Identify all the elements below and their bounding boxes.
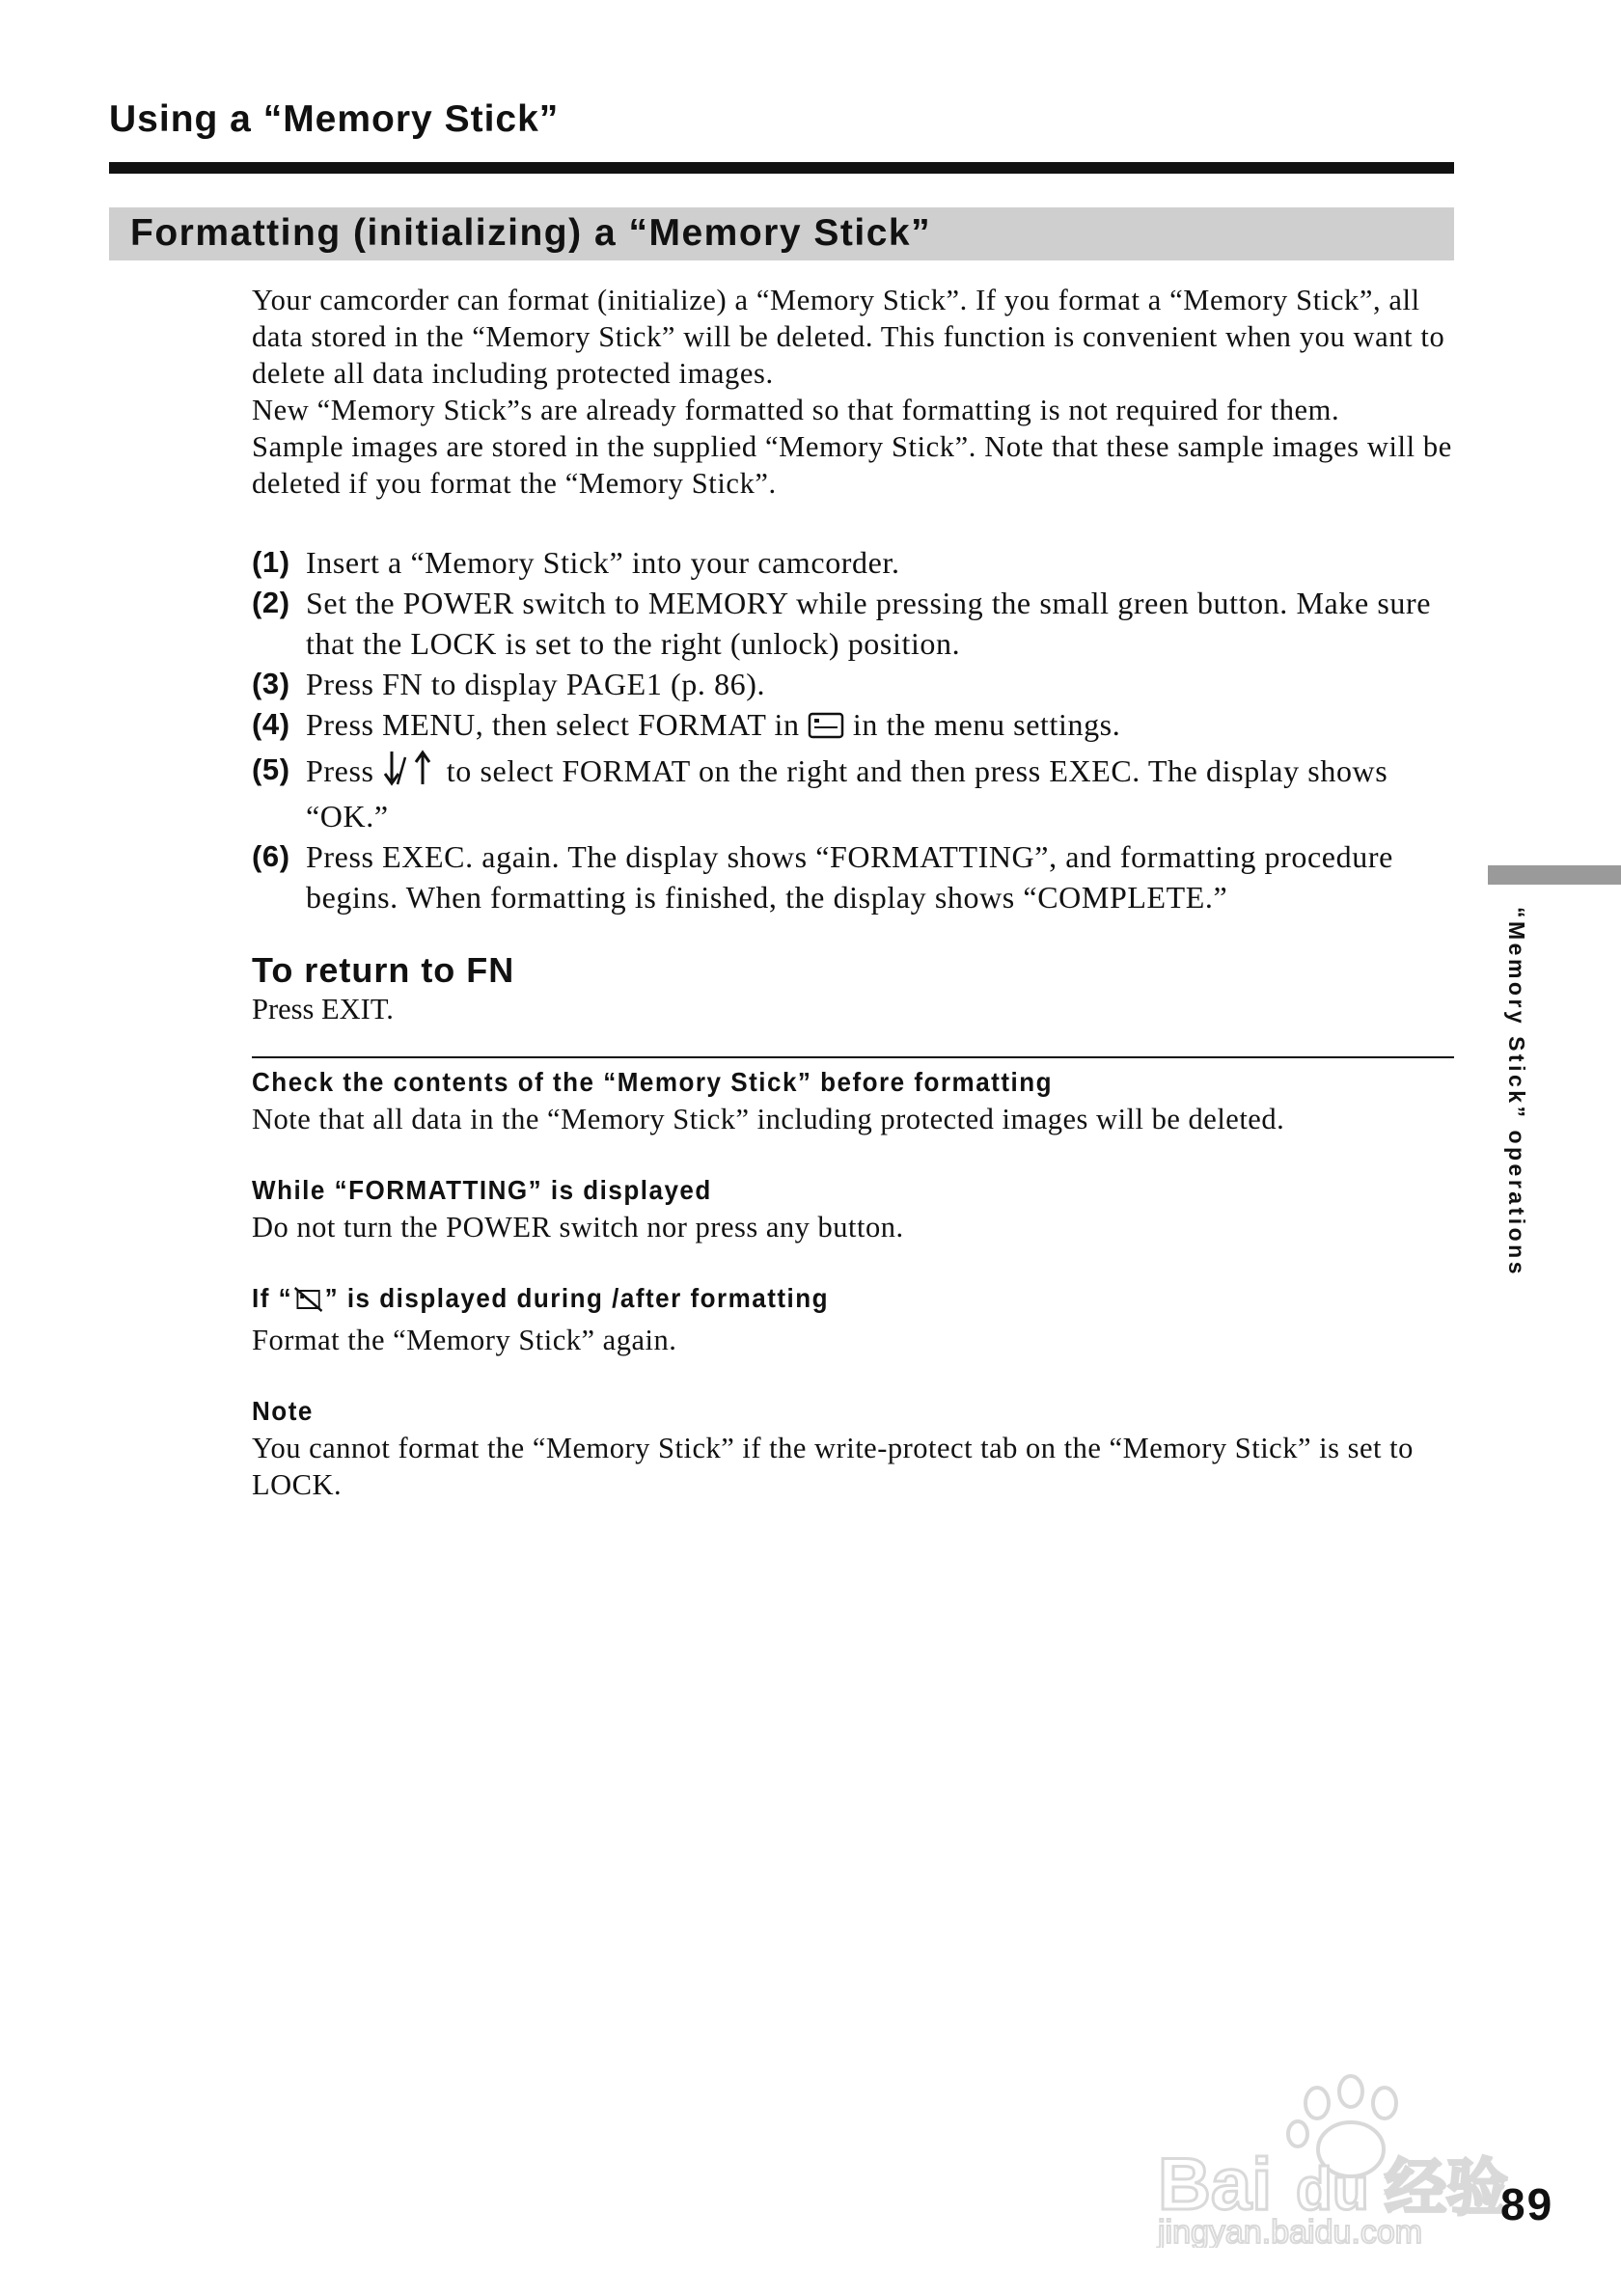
to-return-body: Press EXIT. xyxy=(252,993,394,1025)
step-number: (5) xyxy=(252,752,290,786)
intro-paragraph-1: Your camcorder can format (initialize) a “Memory Stick”. If you format a “Memory Stick”, all data stored in the “Memory Stick” will be deleted. This function is convenient when you want to delete all data including protected images. xyxy=(252,284,1445,390)
note-heading: While “FORMATTING” is displayed xyxy=(252,1175,712,1205)
baidu-logo-watermark xyxy=(1153,2064,1539,2248)
notes-divider xyxy=(252,1056,1454,1058)
note-body: Do not turn the POWER switch nor press any button. xyxy=(252,1211,904,1244)
note-heading-before: If “ xyxy=(252,1283,293,1313)
running-head: Using a “Memory Stick” xyxy=(109,98,560,140)
note-heading-after: ” is displayed during /after formatting xyxy=(324,1283,830,1313)
section-heading-band xyxy=(109,207,1454,260)
step-4 xyxy=(252,704,1458,750)
step-1 xyxy=(252,542,1458,583)
svg-text:jingyan.baidu.com: jingyan.baidu.com xyxy=(1158,2214,1423,2248)
note-while-formatting xyxy=(252,1172,1458,1245)
intro-paragraph-2: New “Memory Stick”s are already formatted so that formatting is not required for them. xyxy=(252,394,1340,426)
note-lock xyxy=(252,1393,1458,1503)
step-5 xyxy=(252,750,1458,836)
down-up-arrow-icon xyxy=(382,750,438,796)
baidu-watermark xyxy=(1153,2064,1539,2248)
to-return-heading: To return to FN xyxy=(252,950,515,990)
note-body: Note that all data in the “Memory Stick” including protected images will be deleted. xyxy=(252,1103,1285,1135)
page-number: 89 xyxy=(1500,2179,1554,2229)
step-text: Press FN to display PAGE1 (p. 86). xyxy=(306,667,766,701)
step-text-before: Press MENU, then select FORMAT in xyxy=(306,707,800,742)
content-column xyxy=(252,282,1458,1503)
svg-text:Bai: Bai xyxy=(1158,2144,1273,2226)
intro-paragraph-3: Sample images are stored in the supplied “Memory Stick”. Note that these sample images will be deleted if you format the “Memory Stick”. xyxy=(252,430,1452,500)
step-text-after: in the menu settings. xyxy=(852,707,1121,742)
side-section-label: “Memory Stick” operations xyxy=(1504,907,1529,1278)
note-body: You cannot format the “Memory Stick” if the write-protect tab on the “Memory Stick” is set to LOCK. xyxy=(252,1432,1414,1501)
step-6 xyxy=(252,836,1458,917)
intro-text xyxy=(252,282,1458,502)
step-number: (3) xyxy=(252,667,290,700)
svg-text:经验: 经验 xyxy=(1385,2153,1508,2225)
memory-stick-menu-icon xyxy=(808,709,844,750)
note-heading xyxy=(252,1280,1374,1322)
step-2 xyxy=(252,583,1458,664)
note-body: Format the “Memory Stick” again. xyxy=(252,1324,677,1356)
steps-list xyxy=(252,542,1458,917)
note-heading: Check the contents of the “Memory Stick” before formatting xyxy=(252,1067,1053,1097)
section-title: Formatting (initializing) a “Memory Stick” xyxy=(130,212,932,254)
header-rule xyxy=(109,162,1454,174)
note-check-contents xyxy=(252,1064,1458,1137)
svg-text:du: du xyxy=(1296,2156,1369,2223)
step-text-before: Press xyxy=(306,753,374,788)
memory-stick-error-icon xyxy=(292,1285,324,1322)
step-text: Set the POWER switch to MEMORY while pressing the small green button. Make sure that the LOCK is set to the right (unlock) position. xyxy=(306,586,1432,661)
side-thumb-tab xyxy=(1488,865,1621,885)
step-number: (1) xyxy=(252,545,290,579)
step-text: Insert a “Memory Stick” into your camcorder. xyxy=(306,545,900,580)
step-text: Press EXEC. again. The display shows “FORMATTING”, and formatting procedure begins. When formatting is finished, the display shows “COMPLETE.” xyxy=(306,839,1393,915)
step-number: (4) xyxy=(252,707,290,741)
note-error-icon xyxy=(252,1280,1458,1358)
note-heading: Note xyxy=(252,1396,314,1426)
step-3 xyxy=(252,664,1458,704)
step-text-after: to select FORMAT on the right and then press EXEC. The display shows “OK.” xyxy=(306,753,1388,834)
step-number: (2) xyxy=(252,586,290,619)
step-number: (6) xyxy=(252,839,290,873)
